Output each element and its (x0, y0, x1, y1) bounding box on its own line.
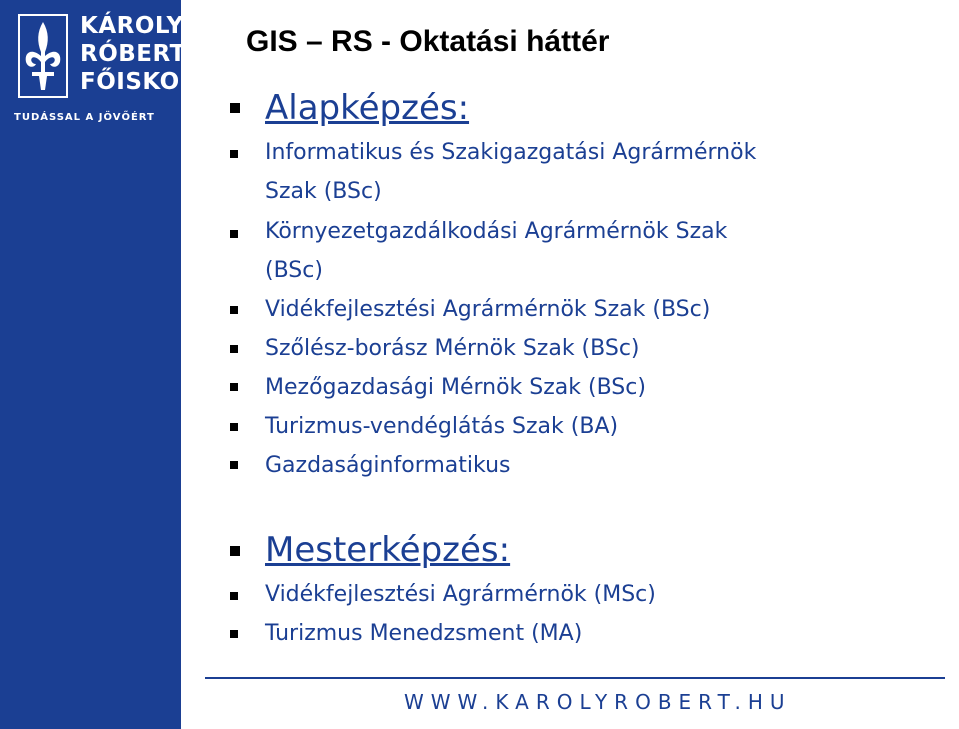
bsc-heading: Alapképzés: (265, 88, 470, 128)
bullet-square-icon (230, 461, 238, 469)
list-item: Gazdaságinformatikus (265, 453, 511, 478)
bullet-square-icon (230, 345, 238, 353)
bullet-square-icon (230, 630, 238, 638)
bullet-square-icon (230, 546, 240, 556)
logo-line-2: RÓBERT (80, 41, 186, 67)
bullet-square-icon (230, 230, 238, 238)
logo-line-3: FŐISKOLA (80, 69, 214, 95)
list-item: Turizmus-vendéglátás Szak (BA) (265, 414, 619, 439)
bullet-square-icon (230, 150, 238, 158)
list-item: Szak (BSc) (265, 179, 382, 204)
msc-heading: Mesterképzés: (265, 530, 511, 570)
logo-motto: TUDÁSSAL A JÖVŐÉRT (14, 112, 155, 123)
list-item: Turizmus Menedzsment (MA) (265, 621, 583, 646)
college-logo (14, 10, 214, 128)
slide-title: GIS – RS - Oktatási háttér (246, 25, 610, 58)
footer-website-url: WWW.KAROLYROBERT.HU (404, 690, 792, 714)
list-item: Környezetgazdálkodási Agrármérnök Szak (265, 219, 728, 244)
list-item: (BSc) (265, 258, 323, 283)
logo-line-1: KÁROLY (80, 13, 184, 39)
bullet-square-icon (230, 383, 238, 391)
list-item: Vidékfejlesztési Agrármérnök Szak (BSc) (265, 297, 711, 322)
sidebar-band (0, 0, 214, 729)
bullet-square-icon (230, 306, 238, 314)
list-item: Vidékfejlesztési Agrármérnök (MSc) (265, 582, 656, 607)
fleur-de-lis-icon (18, 14, 68, 98)
list-item: Mezőgazdasági Mérnök Szak (BSc) (265, 375, 646, 400)
footer-divider (205, 677, 945, 679)
list-item: Szőlész-borász Mérnök Szak (BSc) (265, 336, 640, 361)
list-item: Informatikus és Szakigazgatási Agrármérnök (265, 140, 757, 165)
bullet-square-icon (230, 423, 238, 431)
bullet-square-icon (230, 103, 240, 113)
bullet-square-icon (230, 592, 238, 600)
